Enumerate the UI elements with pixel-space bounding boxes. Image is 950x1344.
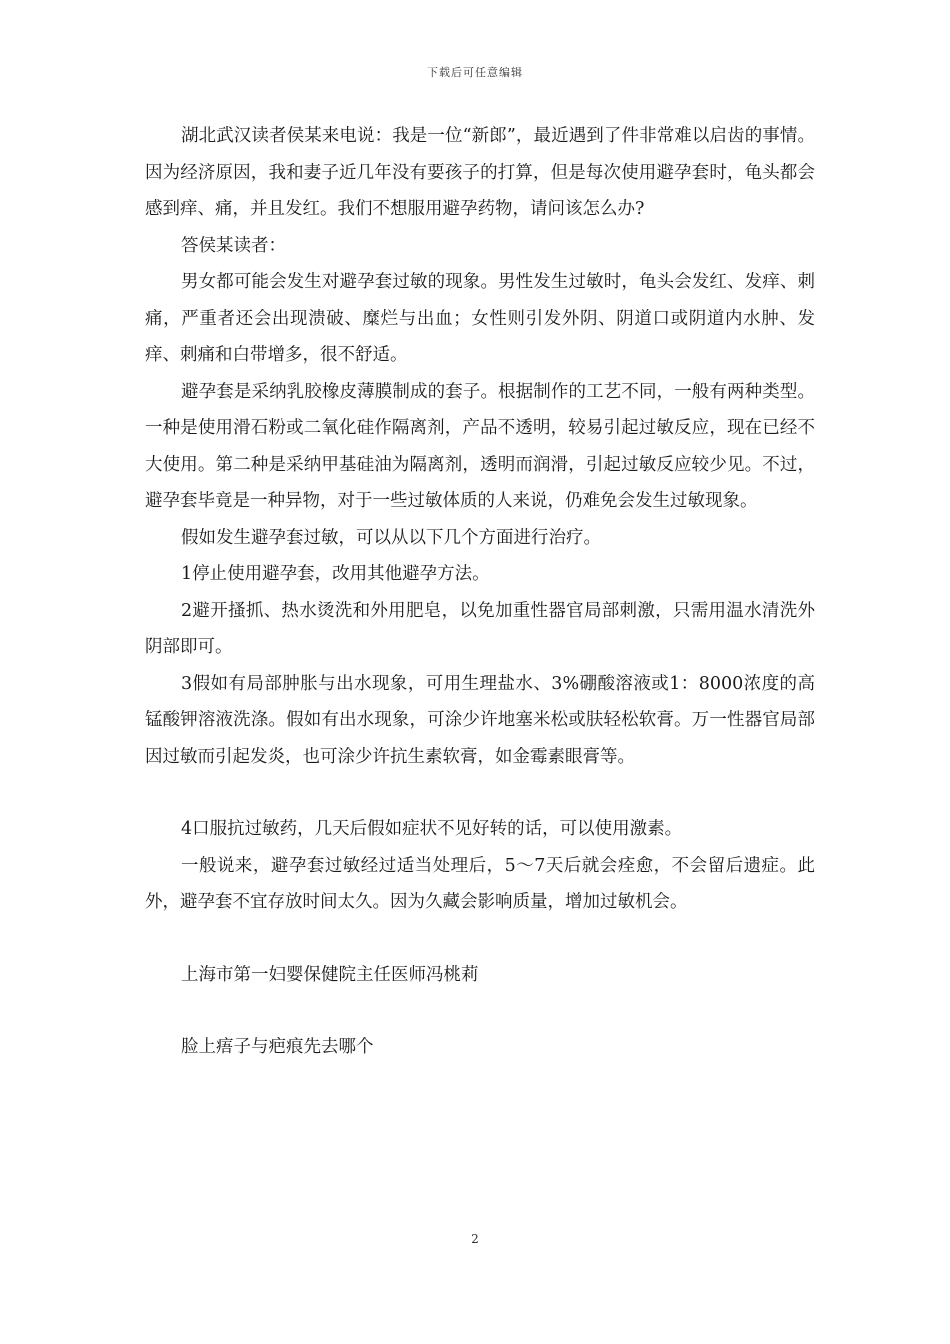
- paragraph-treatment-4: 4口服抗过敏药，几天后假如症状不见好转的话，可以使用激素。: [181, 819, 683, 839]
- blank-line: [145, 775, 815, 811]
- blank-line: [145, 921, 815, 957]
- paragraph-author-signature: 上海市第一妇婴保健院主任医师冯桃莉: [181, 964, 479, 985]
- paragraph-treatment-2: 2避开搔抓、热水烫洗和外用肥皂，以免加重性器官局部刺激，只需用温水清洗外阴部即可。: [145, 600, 815, 657]
- paragraph-treatment-intro: 假如发生避孕套过敏，可以从以下几个方面进行治疗。: [181, 527, 601, 548]
- paragraph-next-article-title: 脸上痦子与疤痕先去哪个: [181, 1037, 374, 1057]
- blank-line: [145, 993, 815, 1029]
- paragraph-treatment-1: 1停止使用避孕套，改用其他避孕方法。: [181, 564, 490, 584]
- page-header: 下载后可任意编辑: [427, 66, 523, 79]
- paragraph-reader-question: 湖北武汉读者侯某来电说：我是一位“新郎”，最近遇到了件非常难以启齿的事情。因为经济原因，我和妻子近几年没有要孩子的打算，但是每次使用避孕套时，龟头都会感到痒、痛，并且发红。我们不想服用避孕药物，请问该怎么办?: [145, 126, 815, 219]
- paragraph-reply-salutation: 答侯某读者：: [181, 235, 286, 256]
- page-number: 2: [471, 1232, 479, 1246]
- paragraph-treatment-3: 3假如有局部肿胀与出水现象，可用生理盐水、3%硼酸溶液或1：8000浓度的高锰酸钾溶液洗涤。假如有出水现象，可涂少许地塞米松或肤轻松软膏。万一性器官局部因过敏而引起发炎，也可涂少许抗生素软膏，如金霉素眼膏等。: [145, 673, 815, 767]
- paragraph-conclusion: 一般说来，避孕套过敏经过适当处理后，5～7天后就会痊愈，不会留后遗症。此外，避孕套不宜存放时间太久。因为久藏会影响质量，增加过敏机会。: [145, 855, 815, 912]
- paragraph-condom-types: 避孕套是采纳乳胶橡皮薄膜制成的套子。根据制作的工艺不同，一般有两种类型。一种是使用滑石粉或二氧化硅作隔离剂，产品不透明，较易引起过敏反应，现在已经不大使用。第二种是采纳甲基硅油为隔离剂，透明而润滑，引起过敏反应较少见。不过，避孕套毕竟是一种异物，对于一些过敏体质的人来说，仍难免会发生过敏现象。: [145, 381, 815, 511]
- document-body: [145, 118, 815, 1066]
- paragraph-allergy-symptoms: 男女都可能会发生对避孕套过敏的现象。男性发生过敏时，龟头会发红、发痒、刺痛，严重者还会出现溃破、糜烂与出血；女性则引发外阴、阴道口或阴道内水肿、发痒、刺痛和白带增多，很不舒适。: [145, 272, 815, 365]
